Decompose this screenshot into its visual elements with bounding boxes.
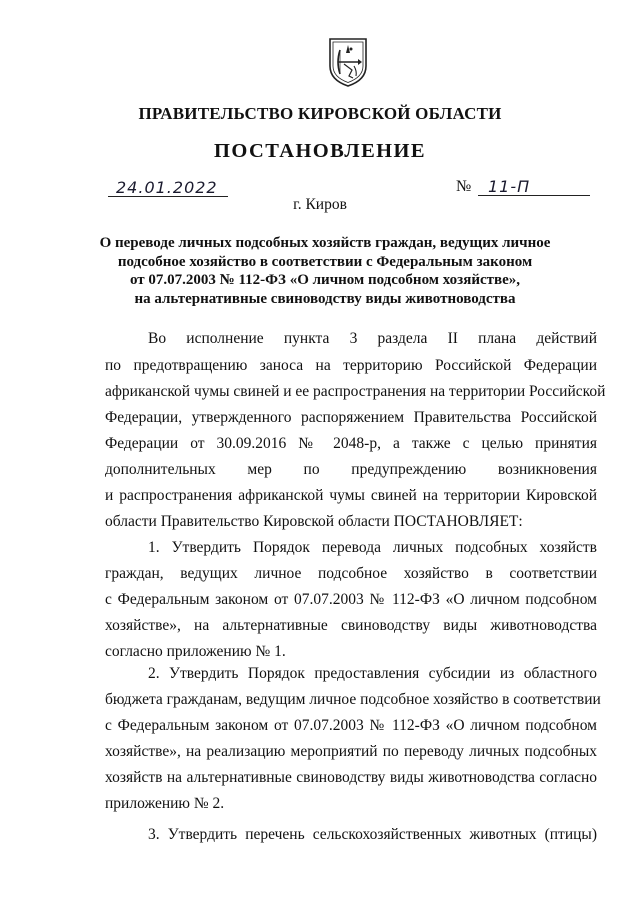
body-line: 2. Утвердить Порядок предоставления субсидии из областного xyxy=(148,665,597,682)
handwritten-number: 11-П xyxy=(488,177,531,196)
document-subject xyxy=(90,234,560,308)
city-label: г. Киров xyxy=(293,196,347,213)
date-field xyxy=(108,174,228,197)
body-line: африканской чумы свиней и ее распространения на территории Российской xyxy=(105,383,606,400)
body-line: граждан, ведущих личное подсобное хозяйство в соответствии xyxy=(105,565,597,582)
body-line: дополнительных мер по предупреждению возникновения xyxy=(105,461,597,478)
body-line: хозяйств на альтернативные свиноводству виды животноводства согласно xyxy=(105,769,597,786)
body-line: хозяйстве», на альтернативные свиноводству виды животноводства xyxy=(105,617,597,634)
number-field xyxy=(478,173,590,196)
subject-line: О переводе личных подсобных хозяйств граждан, ведущих личное xyxy=(99,235,551,251)
body-line: с Федеральным законом от 07.07.2003 № 112-ФЗ «О личном подсобном xyxy=(105,717,597,734)
coat-of-arms-icon xyxy=(326,36,370,88)
subject-line: подсобное хозяйство в соответствии с Федеральным законом xyxy=(117,253,533,270)
document-type-heading: ПОСТАНОВЛЕНИЕ xyxy=(214,140,426,162)
body-line: бюджета гражданам, ведущим личное подсобное хозяйство в соответствии xyxy=(105,691,601,708)
body-line: области Правительство Кировской области ПОСТАНОВЛЯЕТ: xyxy=(105,513,523,530)
number-sign: № xyxy=(456,178,472,195)
body-line: 3. Утвердить перечень сельскохозяйственных животных (птицы) xyxy=(148,826,597,843)
body-line: приложению № 2. xyxy=(105,795,225,812)
body-line: с Федеральным законом от 07.07.2003 № 112-ФЗ «О личном подсобном xyxy=(105,591,597,608)
body-line: по предотвращению заноса на территорию Российской Федерации xyxy=(105,357,597,374)
body-line: Федерации, утвержденного распоряжением Правительства Российской xyxy=(105,409,597,426)
body-line: согласно приложению № 1. xyxy=(105,643,286,660)
body-line: Федерации от 30.09.2016 № 2048-р, а также с целью принятия xyxy=(105,435,597,452)
body-line: и распространения африканской чумы свиней на территории Кировской xyxy=(105,487,597,504)
government-title: ПРАВИТЕЛЬСТВО КИРОВСКОЙ ОБЛАСТИ xyxy=(138,104,502,123)
body-line: Во исполнение пункта 3 раздела II плана действий xyxy=(148,330,597,347)
handwritten-date: 24.01.2022 xyxy=(116,178,218,197)
body-line: 1. Утвердить Порядок перевода личных подсобных хозяйств xyxy=(148,539,597,556)
body-line: хозяйстве», на реализацию мероприятий по переводу личных подсобных xyxy=(105,743,597,760)
document-number-block xyxy=(456,174,590,196)
subject-line: от 07.07.2003 № 112-ФЗ «О личном подсобном хозяйстве», xyxy=(130,272,520,288)
subject-line: на альтернативные свиноводству виды животноводства xyxy=(134,290,516,307)
